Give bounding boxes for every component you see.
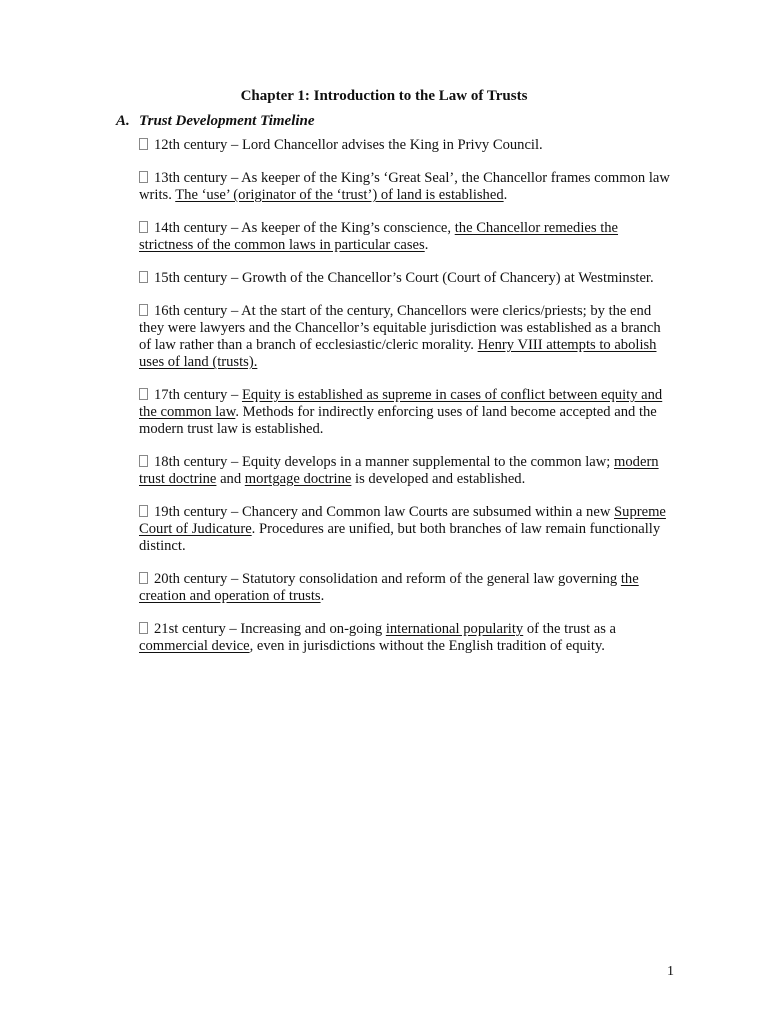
- timeline-entry: [139, 454, 675, 488]
- underlined-text: Supreme Court of Judicature: [139, 504, 666, 537]
- entry-text: 17th century –: [154, 387, 242, 403]
- entry-text: is developed and established.: [351, 471, 526, 487]
- entry-text: .: [320, 588, 325, 604]
- entry-text: of the trust as a: [523, 621, 617, 637]
- entry-text: and: [216, 471, 245, 487]
- timeline-entry: [139, 571, 675, 605]
- entry-text: .: [503, 187, 508, 203]
- bullet-box-icon: [139, 138, 148, 150]
- section-letter: A.: [116, 113, 130, 129]
- underlined-text: modern trust doctrine: [139, 454, 659, 487]
- bullet-box-icon: [139, 622, 148, 634]
- bullet-box-icon: [139, 572, 148, 584]
- entry-text: 12th century – Lord Chancellor advises the King in Privy Council.: [154, 137, 543, 153]
- entry-text: .: [424, 237, 429, 253]
- entry-text: . Methods for indirectly enforcing uses of land become accepted and the modern trust law is established.: [139, 404, 657, 437]
- timeline-list: [139, 137, 675, 671]
- underlined-text: international popularity: [385, 621, 524, 637]
- underlined-text: Henry VIII attempts to abolish uses of land (trusts).: [139, 337, 657, 370]
- section-heading-text: Trust Development Timeline: [139, 113, 315, 129]
- bullet-box-icon: [139, 304, 148, 316]
- timeline-entry: [139, 137, 675, 154]
- entry-text: . Procedures are unified, but both branches of law remain functionally distinct.: [139, 521, 661, 554]
- timeline-entry: [139, 504, 675, 555]
- entry-text: 18th century – Equity develops in a manner supplemental to the common law;: [154, 454, 615, 470]
- underlined-text: mortgage doctrine: [244, 471, 352, 487]
- timeline-entry: [139, 387, 675, 438]
- underlined-text: The ‘use’ (originator of the ‘trust’) of land is established: [175, 187, 504, 203]
- entry-text: 14th century – As keeper of the King’s conscience,: [154, 220, 455, 236]
- timeline-entry: [139, 270, 675, 287]
- timeline-entry: [139, 621, 675, 655]
- bullet-box-icon: [139, 388, 148, 400]
- entry-text: 16th century – At the start of the century, Chancellors were clerics/priests; by the end they were lawyers and the Chancellor’s equitable jurisdiction was established as a branch of law rather than a branch of ecclesiastic/cleric morality.: [139, 303, 661, 353]
- timeline-entry: [139, 170, 675, 204]
- bullet-box-icon: [139, 221, 148, 233]
- bullet-box-icon: [139, 271, 148, 283]
- underlined-text: the creation and operation of trusts: [139, 571, 639, 604]
- entry-text: 21st century – Increasing and on-going: [154, 621, 386, 637]
- timeline-entry: [139, 220, 675, 254]
- entry-text: , even in jurisdictions without the English tradition of equity.: [249, 638, 605, 654]
- entry-text: 13th century – As keeper of the King’s ‘Great Seal’, the Chancellor frames common law writs.: [139, 170, 670, 203]
- underlined-text: Equity is established as supreme in cases of conflict between equity and the common law: [139, 387, 663, 420]
- entry-text: 20th century – Statutory consolidation and reform of the general law governing: [154, 571, 621, 587]
- page-title: Chapter 1: Introduction to the Law of Trusts: [240, 88, 528, 104]
- underlined-text: the Chancellor remedies the strictness of the common laws in particular cases: [139, 220, 619, 253]
- section-heading: [116, 112, 315, 130]
- entry-text: 19th century – Chancery and Common law Courts are subsumed within a new: [154, 504, 615, 520]
- bullet-box-icon: [139, 505, 148, 517]
- page-number: 1: [667, 964, 674, 979]
- bullet-box-icon: [139, 171, 148, 183]
- timeline-entry: [139, 303, 675, 371]
- bullet-box-icon: [139, 455, 148, 467]
- underlined-text: commercial device: [139, 638, 250, 654]
- entry-text: 15th century – Growth of the Chancellor’s Court (Court of Chancery) at Westminster.: [154, 270, 654, 286]
